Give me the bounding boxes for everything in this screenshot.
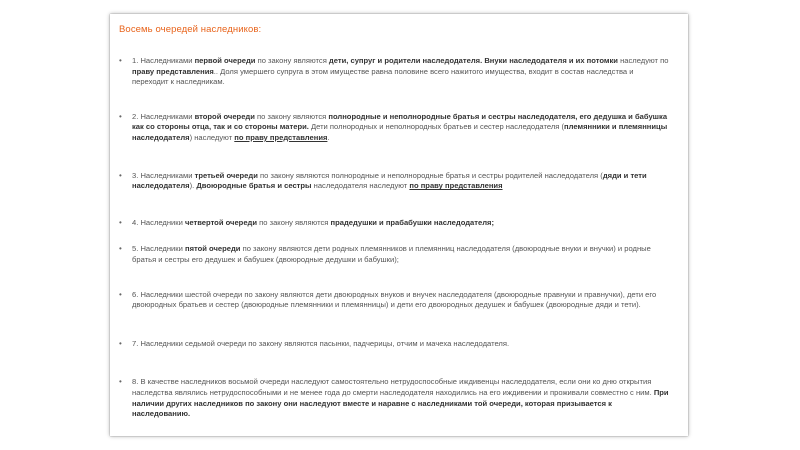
text-segment: по праву представления <box>234 132 328 142</box>
item-spacer <box>119 349 676 377</box>
text-segment: дяди и тети наследодателя <box>132 170 647 191</box>
list-item-text <box>132 339 676 350</box>
list-item-text <box>132 171 676 192</box>
text-segment: 5. Наследники <box>132 244 185 254</box>
text-segment: наследуют по <box>617 56 669 65</box>
text-segment: 2. Наследниками <box>132 111 195 121</box>
list-item <box>119 56 676 88</box>
text-segment: праву представления <box>132 66 214 76</box>
list-item <box>119 112 676 144</box>
list-item-text <box>132 112 676 144</box>
text-segment: 3. Наследниками <box>132 170 195 180</box>
text-segment: по закону являются <box>257 217 331 227</box>
text-segment: по закону являются полнородные и неполнородные братья и сестры родителей наследодателя ( <box>257 170 603 180</box>
text-segment: прадедушки и прабабушки наследодателя; <box>330 217 495 227</box>
text-segment: ) наследуют <box>189 132 235 142</box>
text-segment: 8. В качестве наследников восьмой очереди наследуют самостоятельно нетрудоспособные иждивенцы наследодателя, если они ко дню открытия наследства являлись нетрудоспособными и не менее года до смерти наследодателя находились на его иждивении и проживали совместно с ним. <box>132 377 654 397</box>
list-item <box>119 171 676 192</box>
text-segment: дети, супруг и родители наследодателя. Внуки наследодателя и их потомки <box>328 56 618 65</box>
text-segment: .. Доля умершего супруга в этом имуществе равна половине всего нажитого имущества, входит в состав наследства и переходит к наследникам. <box>132 66 634 87</box>
text-segment: пятой очереди <box>184 244 241 254</box>
slide-card <box>110 14 688 436</box>
list-item-text <box>132 218 676 229</box>
text-segment: 7. Наследники седьмой очереди по закону являются пасынки, падчерицы, отчим и мачеха наследодателя. <box>132 338 510 348</box>
item-spacer <box>119 311 676 339</box>
list-item <box>119 339 676 350</box>
text-segment: Двоюродные братья и сестры <box>196 181 312 191</box>
list-item-text <box>132 56 676 88</box>
text-segment: полнородные и неполнородные братья и сестры наследодателя, его дедушка и бабушка как со стороны отца, так и со стороны матери. <box>132 111 668 132</box>
text-segment: первой очереди <box>194 56 256 65</box>
list-item <box>119 290 676 311</box>
bullet-icon: • <box>119 289 122 299</box>
text-segment: При наличии других наследников по закону они наследуют вместе и наравне с наследниками той очереди, которая призывается к наследованию. <box>132 387 669 419</box>
text-segment: по закону являются <box>254 111 329 121</box>
text-segment: по праву представления <box>409 181 503 191</box>
text-segment: по закону являются <box>255 56 329 65</box>
text-segment: 1. Наследниками <box>132 56 195 65</box>
list-item-text <box>132 290 676 311</box>
text-segment: наследодателя наследуют <box>311 181 410 191</box>
text-segment: ). <box>189 181 197 191</box>
list-item <box>119 244 676 265</box>
bullet-icon: • <box>119 338 122 348</box>
text-segment: третьей очереди <box>194 170 258 180</box>
list-item-text <box>132 377 676 419</box>
item-spacer <box>119 228 676 244</box>
text-segment: 6. Наследники шестой очереди по закону являются дети двоюродных внуков и внучек наследодателя (двоюродные правнуки и правнучки), дети его двоюродных братьев и сестер (двоюродные племянники и племянницы) и дети его двоюродных дедушек и бабушек (двоюродные дяди и тети). <box>132 289 657 310</box>
text-segment: Дети полнородных и неполнородных братьев и сестер наследодателя ( <box>308 122 565 132</box>
text-segment: по закону являются дети родных племянников и племянниц наследодателя (двоюродные внуки и внучки) и родные братья и сестры его дедушек и бабушек (двоюродные дедушки и бабушки); <box>132 244 651 264</box>
list-item-text <box>132 244 676 265</box>
list-item <box>119 218 676 229</box>
text-segment: племянники и племянницы наследодателя <box>132 122 668 142</box>
text-segment: второй очереди <box>194 111 255 121</box>
heirs-list <box>119 56 676 420</box>
list-item <box>119 377 676 419</box>
bullet-icon: • <box>119 244 122 254</box>
item-spacer <box>119 144 676 171</box>
text-segment: . <box>327 132 330 142</box>
bullet-icon: • <box>119 217 122 227</box>
item-spacer <box>119 266 676 290</box>
slide-title: Восемь очередей наследников: <box>119 24 262 35</box>
bullet-icon: • <box>119 56 122 65</box>
item-spacer <box>119 192 676 218</box>
bullet-icon: • <box>119 111 122 121</box>
item-spacer <box>119 88 676 112</box>
bullet-icon: • <box>119 377 122 387</box>
text-segment: 4. Наследники <box>132 217 185 227</box>
bullet-icon: • <box>119 170 122 180</box>
text-segment: четвертой очереди <box>184 217 258 227</box>
